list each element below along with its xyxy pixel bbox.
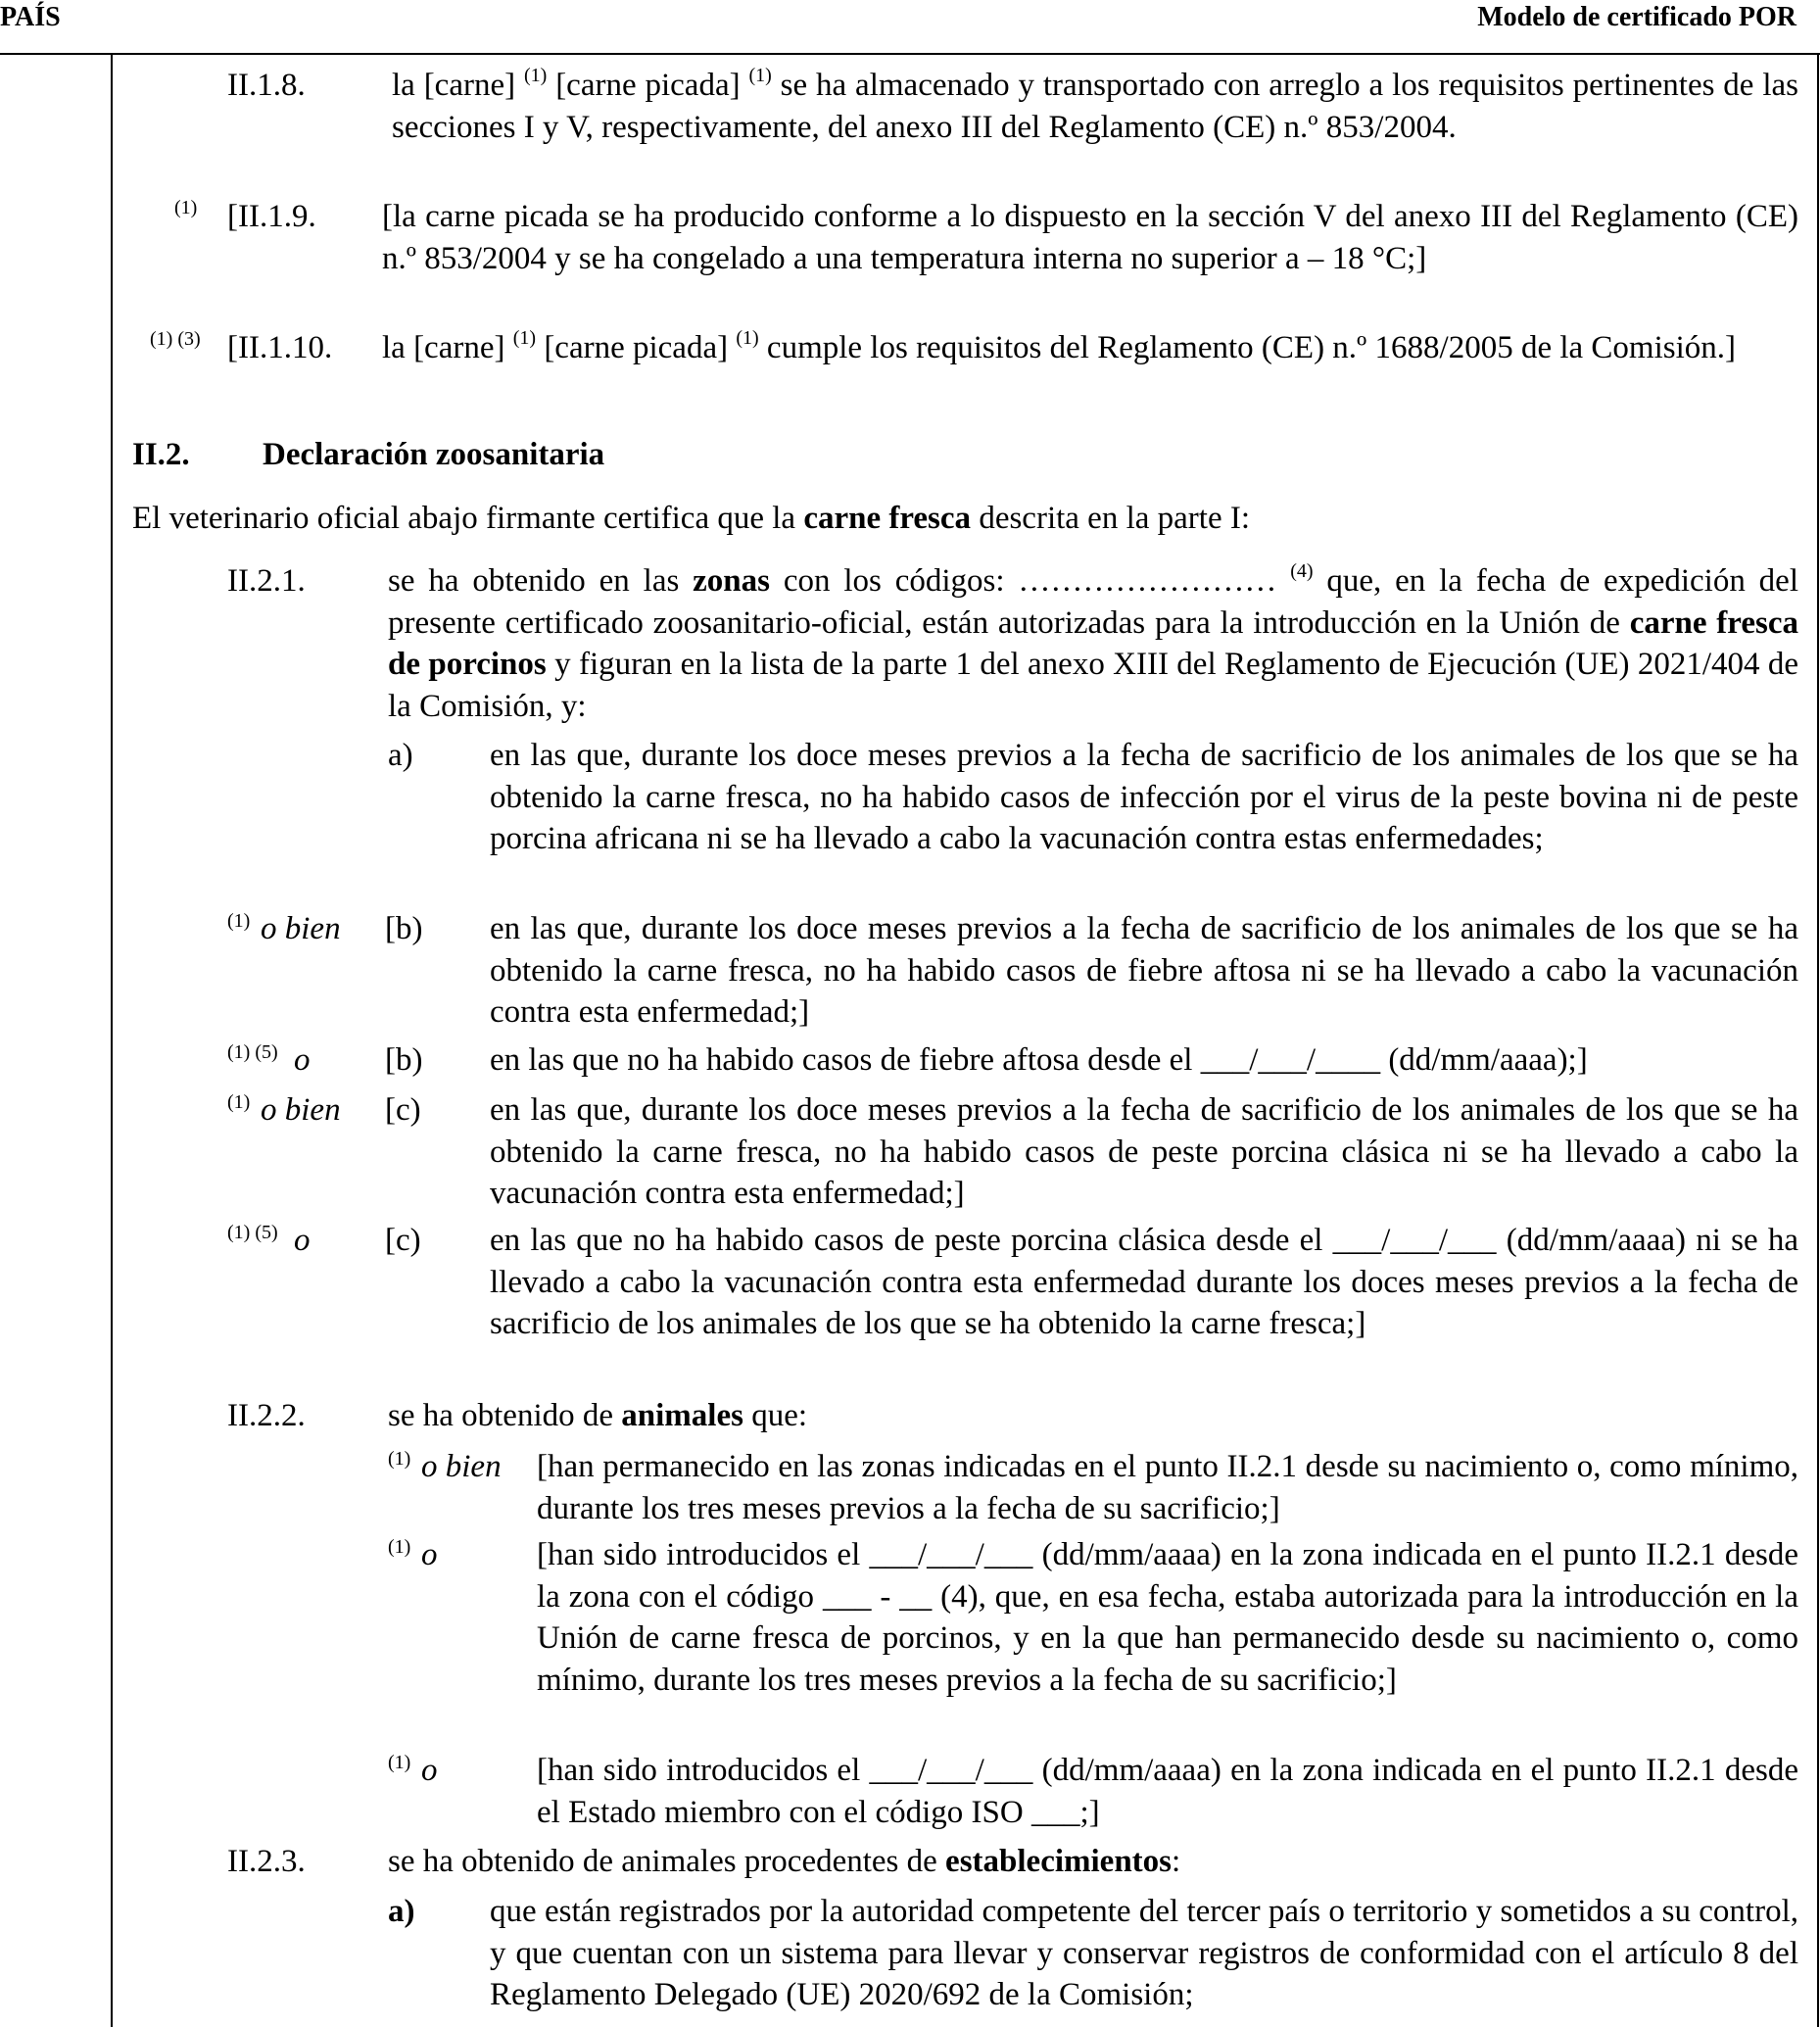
section-number-ii-2-1: II.2.1. bbox=[227, 563, 306, 599]
alternative-word: o bien bbox=[261, 911, 341, 946]
item-label: a) bbox=[388, 738, 413, 773]
section-ii-2-3-text: se ha obtenido de animales procedentes de establecimientos: bbox=[388, 1844, 1181, 1879]
section-ii-1-8-text: la [carne] $^{(1)}$ [carne picada] $^{(1)}$ se ha almacenado y transportado con arreglo a los requisitos pertinentes de las secciones I y V, respectivamente, del anexo III del Reglamento (CE) n.º 853/2004. bbox=[392, 65, 1798, 145]
section-title-ii-2: Declaración zoosanitaria bbox=[263, 437, 605, 472]
section-ii-2-2-text: se ha obtenido de animales que: bbox=[388, 1398, 808, 1433]
section-number-ii-2-3: II.2.3. bbox=[227, 1844, 306, 1879]
item-text: en las que no ha habido casos de peste porcina clásica desde el ___/___/___ (dd/mm/aaaa) ni se ha llevado a cabo la vacunación contra esta enfermedad durante los doces meses previos a la fecha de sacrificio de los animales de los que se ha obtenido la carne fresca;] bbox=[490, 1223, 1798, 1341]
footnote-ref: (1) (3) bbox=[150, 328, 201, 350]
item-text: en las que, durante los doce meses previos a la fecha de sacrificio de los animales de los que se ha obtenido la carne fresca, no ha habido casos de peste porcina clásica ni se ha llevado a cabo la vacunación contra esta enfermedad;] bbox=[490, 1092, 1798, 1211]
alternative-word: o bbox=[421, 1753, 438, 1788]
section-ii-1-10-text: la [carne] $^{(1)}$ [carne picada] $^{(1)}$ cumple los requisitos del Reglamento (CE) n.º 1688/2005 de la Comisión.] bbox=[382, 327, 1737, 365]
item-text: en las que, durante los doce meses previos a la fecha de sacrificio de los animales de los que se ha obtenido la carne fresca, no ha habido casos de infección por el virus de la peste bovina ni de peste porcina africana ni se ha llevado a cabo la vacunación contra estas enfermedades; bbox=[490, 738, 1798, 856]
item-label: [b) bbox=[385, 1042, 423, 1078]
header-model: Modelo de certificado POR bbox=[1477, 2, 1796, 32]
footnote-ref: (1) (5) bbox=[227, 1041, 278, 1063]
item-text: [han permanecido en las zonas indicadas en el punto II.2.1 desde su nacimiento o, como mínimo, durante los tres meses previos a la fecha de su sacrificio;] bbox=[537, 1449, 1798, 1526]
alternative-word: o bbox=[294, 1223, 311, 1258]
footnote-ref: (1) bbox=[736, 327, 759, 349]
item-text: en las que, durante los doce meses previos a la fecha de sacrificio de los animales de los que se ha obtenido la carne fresca, no ha habido casos de fiebre aftosa ni se ha llevado a cabo la vacunación contra esta enfermedad;] bbox=[490, 911, 1798, 1030]
section-number-ii-2: II.2. bbox=[132, 437, 190, 472]
item-text: que están registrados por la autoridad competente del tercer país o territorio y sometidos a su control, y que cuentan con un sistema para llevar y conservar registros de conformidad con el artículo 8 del Reglamento Delegado (UE) 2020/692 de la Comisión; bbox=[490, 1894, 1798, 2012]
footnote-ref: (1) bbox=[388, 1752, 411, 1773]
item-label: [c) bbox=[385, 1223, 421, 1258]
alternative-word: o bien bbox=[261, 1092, 341, 1128]
header-divider bbox=[0, 53, 1820, 55]
footnote-ref: (1) bbox=[748, 65, 772, 86]
right-margin-rule bbox=[1817, 54, 1819, 2027]
footnote-ref: (1) bbox=[512, 327, 537, 349]
section-ii-2-1-text: se ha obtenido en las zonas con los códigos: …………………… $^{(4)}$ que, en la fecha de expedición del presente certificado zoosanitario-oficial, están autorizadas para la introducción en la Unión de carne fresca de porcinos y figuran en la lista de la parte 1 del anexo XIII del Reglamento de Ejecución (UE) 2021/404 de la Comisión, y: bbox=[388, 560, 1798, 724]
item-text: [han sido introducidos el ___/___/___ (dd/mm/aaaa) en la zona indicada en el punto II.2.1 desde el Estado miembro con el código ISO ___;] bbox=[537, 1753, 1798, 1830]
section-ii-1-9-text: [la carne picada se ha producido conforme a lo dispuesto en la sección V del anexo III del Reglamento (CE) n.º 853/2004 y se ha congelado a una temperatura interna no superior a – 18 °C;] bbox=[382, 199, 1798, 276]
alternative-word: o bbox=[294, 1042, 311, 1078]
section-number-ii-1-8: II.1.8. bbox=[227, 68, 306, 103]
footnote-ref: (1) bbox=[388, 1448, 411, 1470]
footnote-ref: (1) bbox=[227, 910, 251, 932]
intro-statement: El veterinario oficial abajo firmante certifica que la carne fresca descrita en la parte I: bbox=[132, 501, 1250, 536]
item-label: [c) bbox=[385, 1092, 421, 1128]
item-label: [b) bbox=[385, 911, 423, 946]
footnote-ref: (1) (5) bbox=[227, 1222, 278, 1243]
footnote-ref: (1) bbox=[523, 65, 548, 86]
section-number-ii-1-9: [II.1.9. bbox=[227, 199, 316, 234]
section-number-ii-2-2: II.2.2. bbox=[227, 1398, 306, 1433]
left-margin-rule bbox=[111, 54, 113, 2027]
header-country: PAÍS bbox=[0, 2, 61, 32]
section-number-ii-1-10: [II.1.10. bbox=[227, 330, 333, 365]
item-label: a) bbox=[388, 1894, 415, 1929]
footnote-ref: (1) bbox=[388, 1536, 411, 1558]
footnote-ref: (1) bbox=[227, 1091, 251, 1113]
item-text: en las que no ha habido casos de fiebre aftosa desde el ___/___/____ (dd/mm/aaaa);] bbox=[490, 1042, 1588, 1078]
alternative-word: o bien bbox=[421, 1449, 502, 1484]
footnote-ref: (1) bbox=[174, 197, 198, 218]
footnote-ref: (4) bbox=[1290, 560, 1314, 582]
alternative-word: o bbox=[421, 1537, 438, 1572]
item-text: [han sido introducidos el ___/___/___ (dd/mm/aaaa) en la zona indicada en el punto II.2.1 desde la zona con el código ___ - __ (4), que, en esa fecha, estaba autorizada para la introducción en la Unión de carne fresca de porcinos, y en la que han permanecido desde su nacimiento o, como mínimo, durante los tres meses previos a la fecha de su sacrificio;] bbox=[537, 1537, 1798, 1698]
